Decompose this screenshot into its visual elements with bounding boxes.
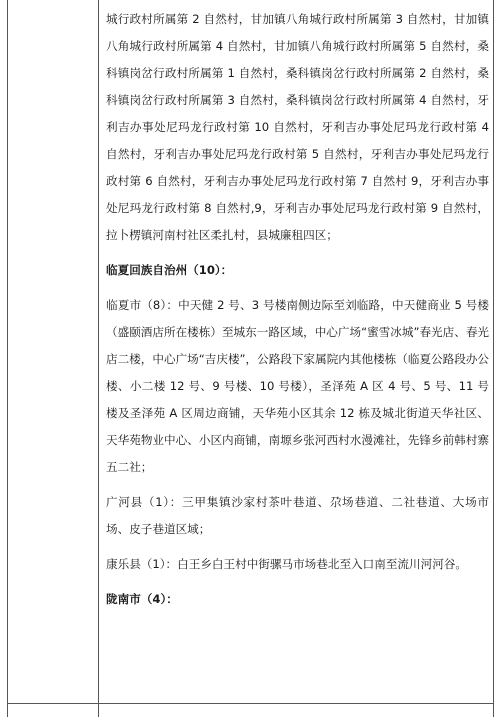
linxia-city-areas: 临夏市（8）：中天健 2 号、3 号楼南侧边际至刘临路，中天健商业 5 号楼（盛颐酒店所在楼栋）至城东一路区域，中心广场“蜜雪冰城”春光店、春光店二楼，中心广场“吉庆楼”，公路段下家属院内其他楼栋（临夏公路段办公楼、小二楼 12 号、9 号楼、10 号楼），圣泽苑 A 区 4 号、5 号、11 号楼及圣泽苑 A 区周边商铺，天华苑小区其余 12 栋及城北街道天华社区、天华苑物业中心、小区内商铺，南塬乡张河西村水漫滩社，先锋乡前韩村寨五二社；	[106, 298, 490, 474]
linxia-section-heading: 临夏回族自治州（10）：	[106, 263, 233, 277]
table-column-divider	[98, 0, 99, 717]
gannan-area-list-continued: 城行政村所属第 2 自然村，甘加镇八角城行政村所属第 3 自然村，甘加镇八角城行政村所属第 4 自然村，甘加镇八角城行政村所属第 5 自然村，桑科镇岗岔行政村所属第 1 自然村，桑科镇岗岔行政村所属第 2 自然村，桑科镇岗岔行政村所属第 3 自然村，桑科镇岗岔行政村所属第 4 自然村，牙利吉办事处尼玛龙行政村第 10 自然村，牙利吉办事处尼玛龙行政村第 4 自然村，牙利吉办事处尼玛龙行政村第 5 自然村，牙利吉办事处尼玛龙行政村第 6 自然村，牙利吉办事处尼玛龙行政村第 7 自然村 9，牙利吉办事处尼玛龙行政村第 8 自然村,9，牙利吉办事处尼玛龙行政村第 9 自然村，拉卜楞镇河南村社区柔扎村，县城廉租四区；	[106, 12, 489, 242]
longnan-section-heading: 陇南市（4）：	[106, 592, 178, 606]
table-bottom-border	[7, 703, 494, 704]
table-left-border	[7, 0, 8, 717]
table-right-border	[493, 0, 494, 717]
guanghe-county-areas: 广河县（1）：三甲集镇沙家村茶叶巷道、尕场巷道、二社巷道、大场市场、皮子巷道区域；	[106, 495, 489, 536]
kangle-county-areas: 康乐县（1）：白王乡白王村中街骡马市场巷北至入口南至流川河河谷。	[106, 557, 467, 571]
content-cell	[106, 6, 489, 613]
